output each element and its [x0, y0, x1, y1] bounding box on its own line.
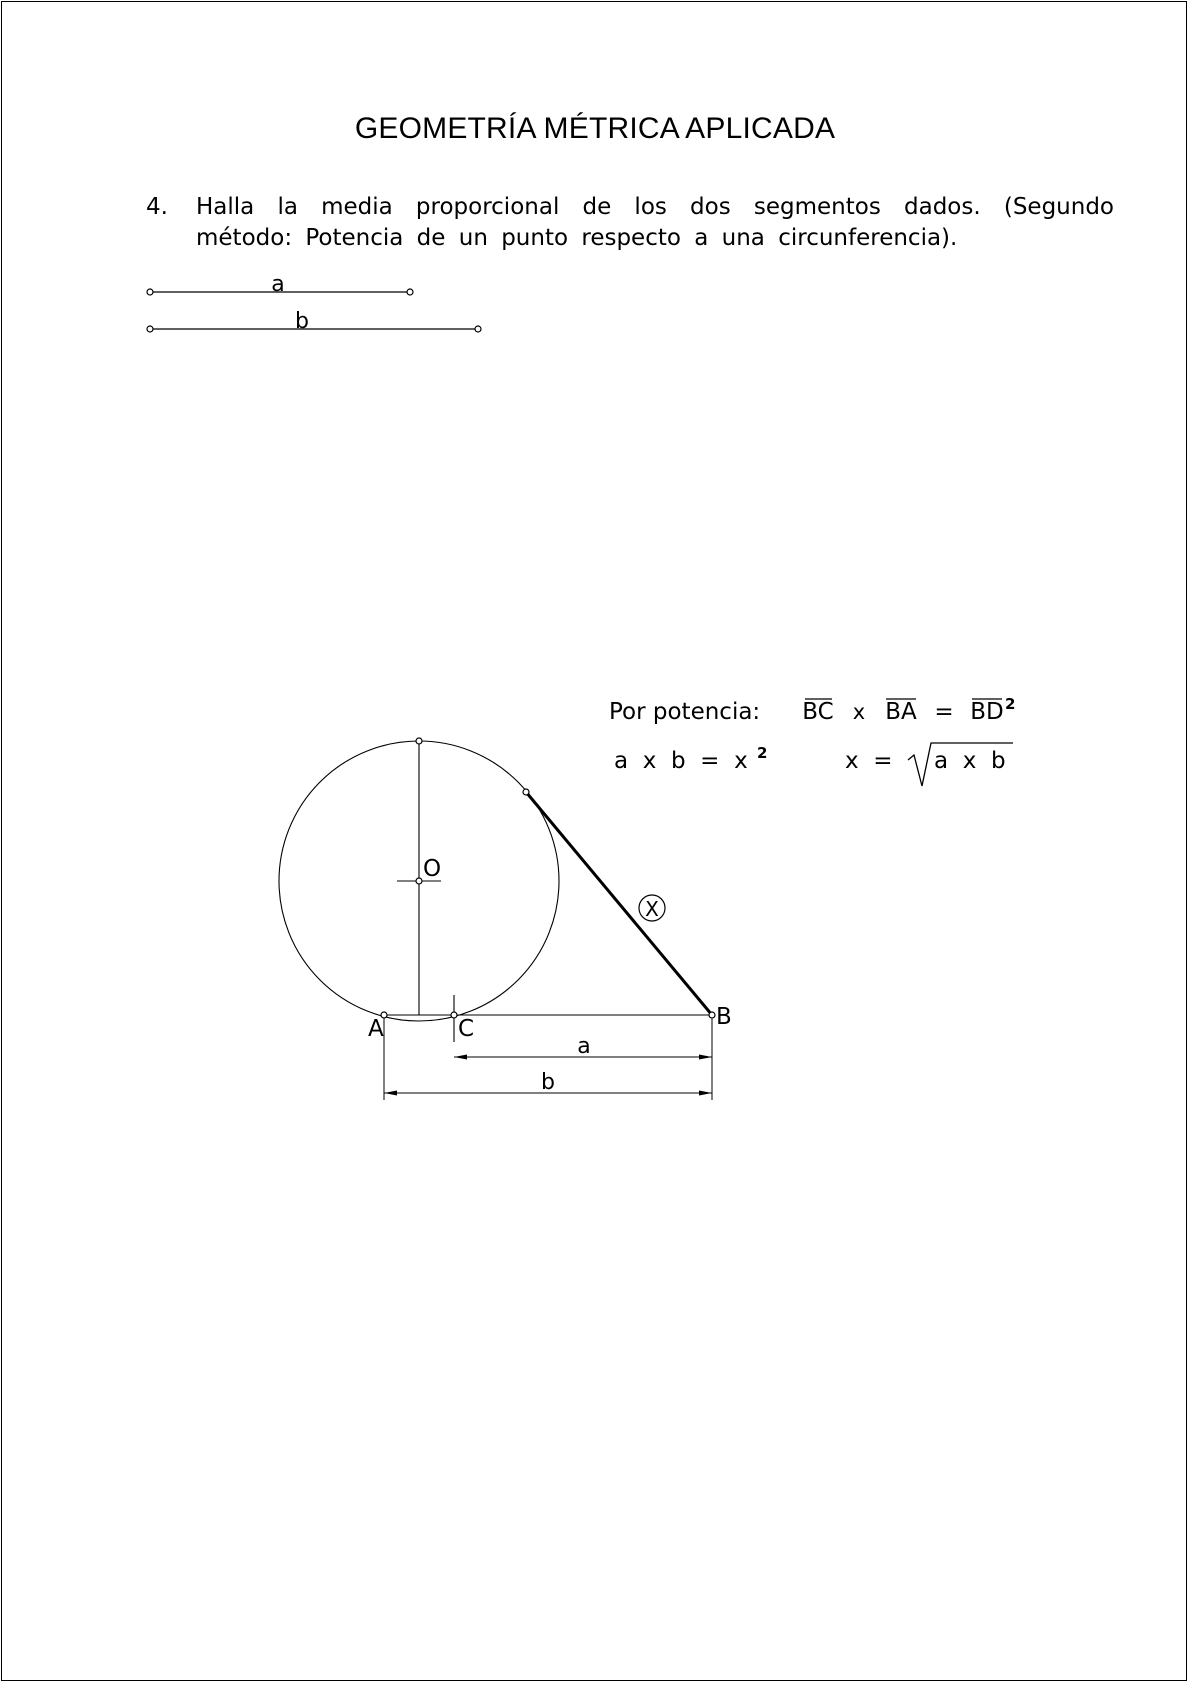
tangent-point-d — [523, 789, 529, 795]
formula-potencia-prefix: Por potencia: — [609, 699, 761, 725]
given-segment-a — [147, 272, 413, 297]
tangent-segment-x — [526, 792, 712, 1015]
center-point-o — [416, 878, 422, 884]
segment-b-start-point — [147, 326, 153, 332]
label-a: A — [368, 1016, 384, 1042]
segment-b-end-point — [475, 326, 481, 332]
formula-segment-bd: BD — [970, 699, 1004, 725]
formula-equals-1: = — [934, 699, 954, 725]
segment-a-start-point — [147, 289, 153, 295]
label-o: O — [423, 856, 442, 882]
dimension-b-label: b — [541, 1070, 555, 1095]
formulas — [609, 695, 1015, 786]
formula-x-equals: x = — [845, 748, 893, 774]
formula-segment-bc: BC — [802, 699, 834, 725]
formula-segment-ba: BA — [885, 699, 917, 725]
label-c: C — [458, 1016, 475, 1042]
result-x-label: X — [645, 897, 659, 921]
point-c — [451, 1012, 457, 1018]
exercise-text: Halla la media proporcional de los dos segmentos dados. (Segundo método: Potencia de un punto respecto a una circunferencia). — [196, 194, 1114, 251]
segment-a-end-point — [407, 289, 413, 295]
formula-squared-2: 2 — [757, 744, 768, 762]
segment-b-label: b — [295, 309, 309, 334]
page-title: GEOMETRÍA MÉTRICA APLICADA — [354, 112, 836, 145]
formula-times-1: x — [852, 700, 866, 724]
formula-squared-1: 2 — [1005, 695, 1016, 713]
given-segment-b — [147, 309, 481, 334]
construction — [279, 738, 732, 1100]
exercise-number: 4. — [146, 194, 168, 220]
formula-product: a x b = x — [614, 748, 748, 774]
diameter-top-point — [416, 738, 422, 744]
label-b: B — [716, 1004, 732, 1030]
point-b — [709, 1012, 715, 1018]
formula-radicand: a x b — [934, 748, 1006, 774]
segment-a-label: a — [271, 272, 285, 297]
dimension-a-label: a — [577, 1034, 591, 1059]
